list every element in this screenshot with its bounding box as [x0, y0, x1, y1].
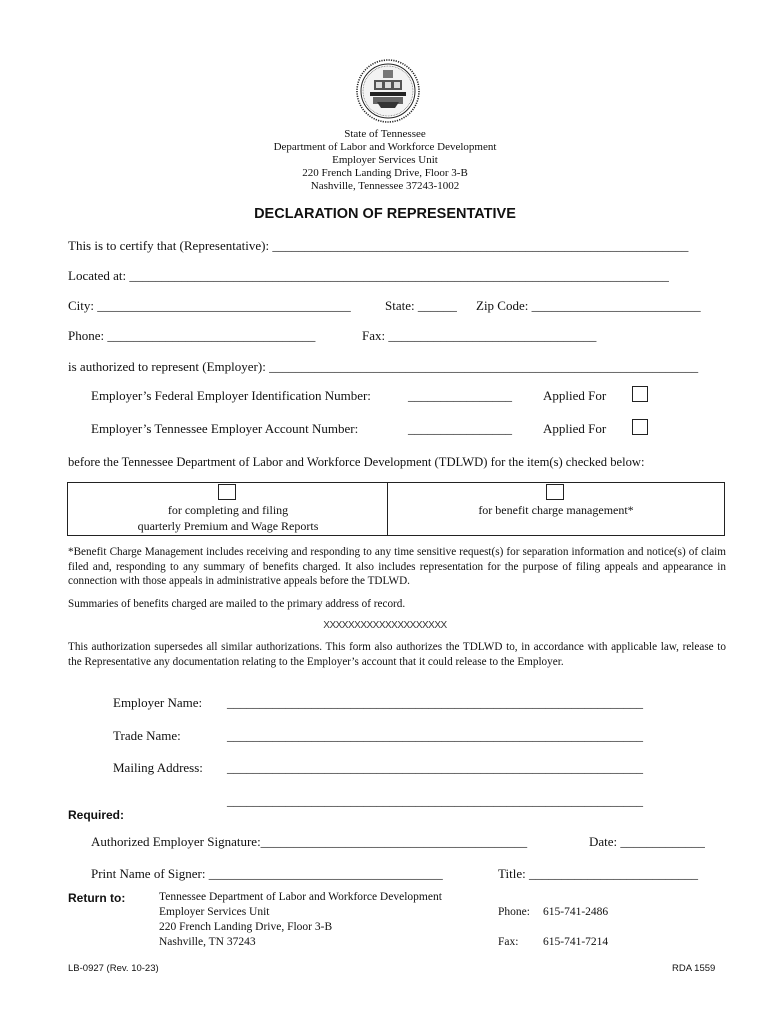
- separator-line: XXXXXXXXXXXXXXXXXXXX: [323, 620, 447, 631]
- phone-field[interactable]: Phone: ________________________________: [68, 328, 316, 343]
- agency-line-unit: Employer Services Unit: [332, 154, 438, 166]
- employer-represented-field[interactable]: is authorized to represent (Employer): __________________________________________________________________: [68, 359, 699, 374]
- agency-line-state: State of Tennessee: [344, 128, 426, 140]
- state-field[interactable]: State: ______: [385, 298, 457, 313]
- return-phone-label: Phone:: [498, 906, 530, 918]
- print-name-field[interactable]: Print Name of Signer: ____________________________________: [91, 866, 443, 881]
- fein-applied-for-label: Applied For: [543, 388, 607, 403]
- summaries-note: Summaries of benefits charged are mailed to the primary address of record.: [68, 598, 406, 610]
- date-field[interactable]: Date: _____________: [589, 834, 705, 849]
- benefit-charge-note: *Benefit Charge Management includes receiving and responding to any time sensitive request(s) for separation information and notice(s) of claim filed and, responding to any summary of benefits charged. It also includes representation for the purpose of filing appeals and appearance in connection with those appeals in administrative appeals before the TDLWD.: [68, 546, 726, 588]
- return-address-line-4: Nashville, TN 37243: [159, 936, 256, 948]
- employer-name-field[interactable]: ________________________________________________________________: [227, 695, 643, 710]
- return-phone-number: 615-741-2486: [543, 906, 609, 918]
- page-title: DECLARATION OF REPRESENTATIVE: [254, 206, 516, 222]
- return-fax-label: Fax:: [498, 936, 519, 948]
- tn-account-label: Employer’s Tennessee Employer Account Number:: [91, 421, 359, 436]
- fax-field[interactable]: Fax: ________________________________: [362, 328, 597, 343]
- agency-line-street: 220 French Landing Drive, Floor 3-B: [302, 167, 468, 179]
- agency-line-city: Nashville, Tennessee 37243-1002: [310, 180, 460, 192]
- representative-field[interactable]: This is to certify that (Representative): ________________________________________________________________: [68, 238, 689, 253]
- zip-code-field[interactable]: Zip Code: __________________________: [476, 298, 701, 313]
- return-address-line-1: Tennessee Department of Labor and Workforce Development: [159, 891, 442, 903]
- form-number: LB-0927 (Rev. 10-23): [68, 963, 159, 974]
- trade-name-label: Trade Name:: [113, 728, 181, 743]
- fein-label: Employer’s Federal Employer Identification Number:: [91, 388, 371, 403]
- before-tdlwd-text: before the Tennessee Department of Labor and Workforce Development (TDLWD) for the item(s) checked below:: [68, 455, 645, 469]
- return-address-line-3: 220 French Landing Drive, Floor 3-B: [159, 921, 333, 933]
- authorization-paragraph: This authorization supersedes all similar authorizations. This form also authorizes the TDLWD to, in accordance with applicable law, release to the Representative any documentation relating to the Employer’s account that it could release to the Employer.: [68, 641, 726, 668]
- trade-name-field[interactable]: ________________________________________________________________: [227, 728, 643, 743]
- required-heading: Required:: [68, 808, 125, 822]
- signature-field[interactable]: Authorized Employer Signature:_________________________________________: [91, 834, 528, 849]
- tn-account-applied-for-checkbox[interactable]: [632, 419, 648, 435]
- rda-number: RDA 1559: [672, 963, 716, 974]
- employer-name-label: Employer Name:: [113, 695, 203, 710]
- fein-field[interactable]: ________________: [408, 388, 512, 403]
- return-to-label: Return to:: [68, 891, 126, 905]
- located-at-field[interactable]: Located at: ___________________________________________________________________________________: [68, 268, 669, 283]
- return-fax-number: 615-741-7214: [543, 936, 609, 948]
- agency-line-department: Department of Labor and Workforce Development: [273, 141, 497, 153]
- tn-account-applied-for-label: Applied For: [543, 421, 607, 436]
- quarterly-reports-checkbox[interactable]: [218, 484, 236, 500]
- benefit-charge-label: for benefit charge management*: [478, 503, 634, 517]
- quarterly-reports-label-line2: quarterly Premium and Wage Reports: [137, 519, 319, 533]
- mailing-address-label: Mailing Address:: [113, 760, 203, 775]
- title-field[interactable]: Title: __________________________: [498, 866, 698, 881]
- quarterly-reports-label-line1: for completing and filing: [167, 503, 289, 517]
- benefit-charge-checkbox[interactable]: [546, 484, 564, 500]
- mailing-address-field-2[interactable]: ________________________________________________________________: [227, 793, 643, 808]
- city-field[interactable]: City: _______________________________________: [68, 298, 351, 313]
- return-address-line-2: Employer Services Unit: [159, 906, 270, 918]
- state-seal-logo: [355, 58, 421, 124]
- fein-applied-for-checkbox[interactable]: [632, 386, 648, 402]
- tn-account-field[interactable]: ________________: [408, 421, 512, 436]
- mailing-address-field-1[interactable]: ________________________________________________________________: [227, 760, 643, 775]
